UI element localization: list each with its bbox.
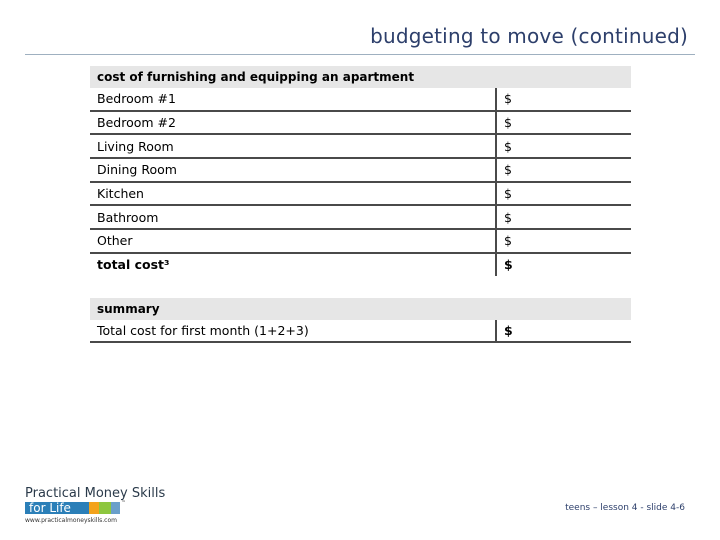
slide-footer: teens – lesson 4 - slide 4-6 — [565, 503, 685, 513]
budget-table — [90, 66, 631, 343]
table-row — [90, 229, 631, 253]
row-label: Bedroom #1 — [90, 88, 496, 111]
row-amount: $ — [496, 205, 631, 229]
row-label: Bedroom #2 — [90, 111, 496, 135]
table-row — [90, 182, 631, 206]
table-row — [90, 205, 631, 229]
logo-title: Practical Money Skills — [25, 486, 166, 501]
table-row — [90, 88, 631, 111]
row-amount: $ — [496, 134, 631, 158]
total-row — [90, 253, 631, 276]
row-label: Dining Room — [90, 158, 496, 182]
row-amount: $ — [496, 111, 631, 135]
summary-row — [90, 320, 631, 343]
row-label: Kitchen — [90, 182, 496, 206]
row-amount: $ — [496, 158, 631, 182]
row-amount: $ — [496, 229, 631, 253]
table-row — [90, 111, 631, 135]
logo-trademark: ™ — [121, 500, 126, 506]
logo-bar-green — [99, 502, 111, 514]
row-amount: $ — [496, 182, 631, 206]
section-header-furnishing — [90, 66, 631, 88]
section-header-label: cost of furnishing and equipping an apartment — [90, 66, 631, 88]
row-label: Other — [90, 229, 496, 253]
total-label: total cost³ — [97, 257, 170, 273]
logo-bar-orange — [89, 502, 99, 514]
row-amount: $ — [496, 88, 631, 111]
row-label: Living Room — [90, 134, 496, 158]
logo-url: www.practicalmoneyskills.com — [25, 517, 118, 524]
summary-amount: $ — [496, 320, 631, 343]
title-divider — [25, 54, 695, 55]
row-label: Bathroom — [90, 205, 496, 229]
section-header-label: summary — [90, 298, 631, 320]
table-spacer — [90, 276, 631, 298]
total-amount: $ — [496, 253, 631, 276]
section-header-summary — [90, 298, 631, 320]
table-row — [90, 158, 631, 182]
logo-subtitle: for Life — [29, 501, 71, 515]
practical-money-skills-logo — [25, 486, 165, 526]
summary-label: Total cost for first month (1+2+3) — [90, 320, 496, 343]
logo-bar-lightblue — [111, 502, 120, 514]
slide-title: budgeting to move (continued) — [370, 24, 688, 48]
table-row — [90, 134, 631, 158]
